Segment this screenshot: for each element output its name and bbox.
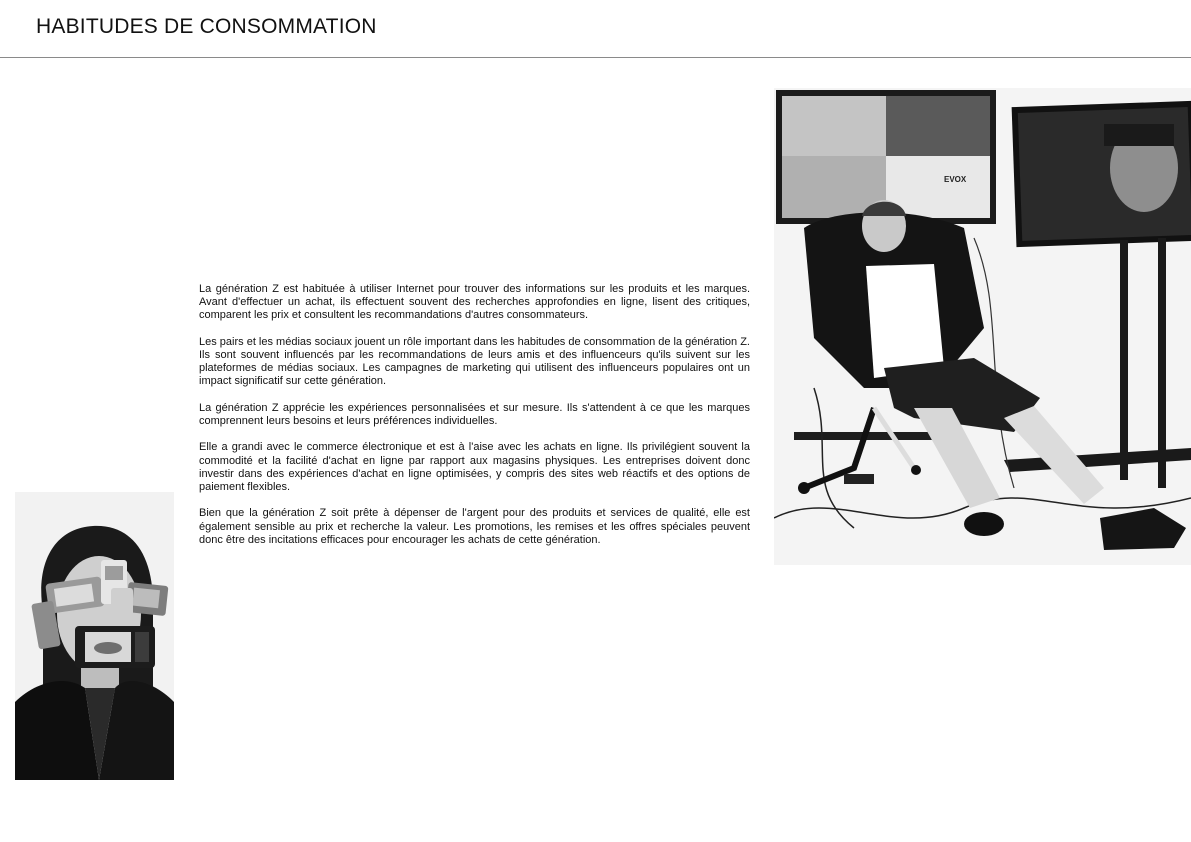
paragraph: La génération Z apprécie les expériences personnalisées et sur mesure. Ils s'attendent à ce que les marques comprennent leurs besoins et leurs préférences individuelles. bbox=[199, 401, 750, 427]
photo-icon bbox=[15, 492, 174, 780]
page-title: HABITUDES DE CONSOMMATION bbox=[36, 15, 377, 38]
man-with-screens-photo bbox=[774, 88, 1191, 565]
paragraph: Bien que la génération Z soit prête à dépenser de l'argent pour des produits et services de qualité, elle est également sensible au prix et recherche la valeur. Les promotions, les remises et les offres spéciales peuvent donc être des incitations efficaces pour encourager les achats de cette génération. bbox=[199, 507, 750, 546]
paragraph: Les pairs et les médias sociaux jouent un rôle important dans les habitudes de consommation de la génération Z. Ils sont souvent influencés par les recommandations de leurs amis et des influenceurs qu'ils suivent sur les plateformes de médias sociaux. Les campagnes de marketing qui utilisent des influenceurs populaires ont un impact significatif sur cette génération. bbox=[199, 335, 750, 388]
svg-text:EVOX: EVOX bbox=[944, 175, 967, 184]
photo-icon bbox=[774, 88, 1191, 565]
paragraph: Elle a grandi avec le commerce électronique et est à l'aise avec les achats en ligne. Ils privilégient souvent la commodité et la facilité d'achat en ligne par rapport aux magasins physiques. Les entreprises doivent donc investir dans des expériences d'achat en ligne optimisées, y compris des sites web réactifs et des options de paiement flexibles. bbox=[199, 441, 750, 493]
body-text bbox=[199, 283, 750, 560]
paragraph: La génération Z est habituée à utiliser Internet pour trouver des informations sur les produits et les marques. Avant d'effectuer un achat, ils effectuent souvent des recherches approfondies en ligne, lisent des critiques, comparent les prix et consultent les recommandations d'autres consommateurs. bbox=[199, 283, 750, 322]
woman-with-phones-photo bbox=[15, 492, 174, 780]
header-divider bbox=[0, 57, 1191, 58]
